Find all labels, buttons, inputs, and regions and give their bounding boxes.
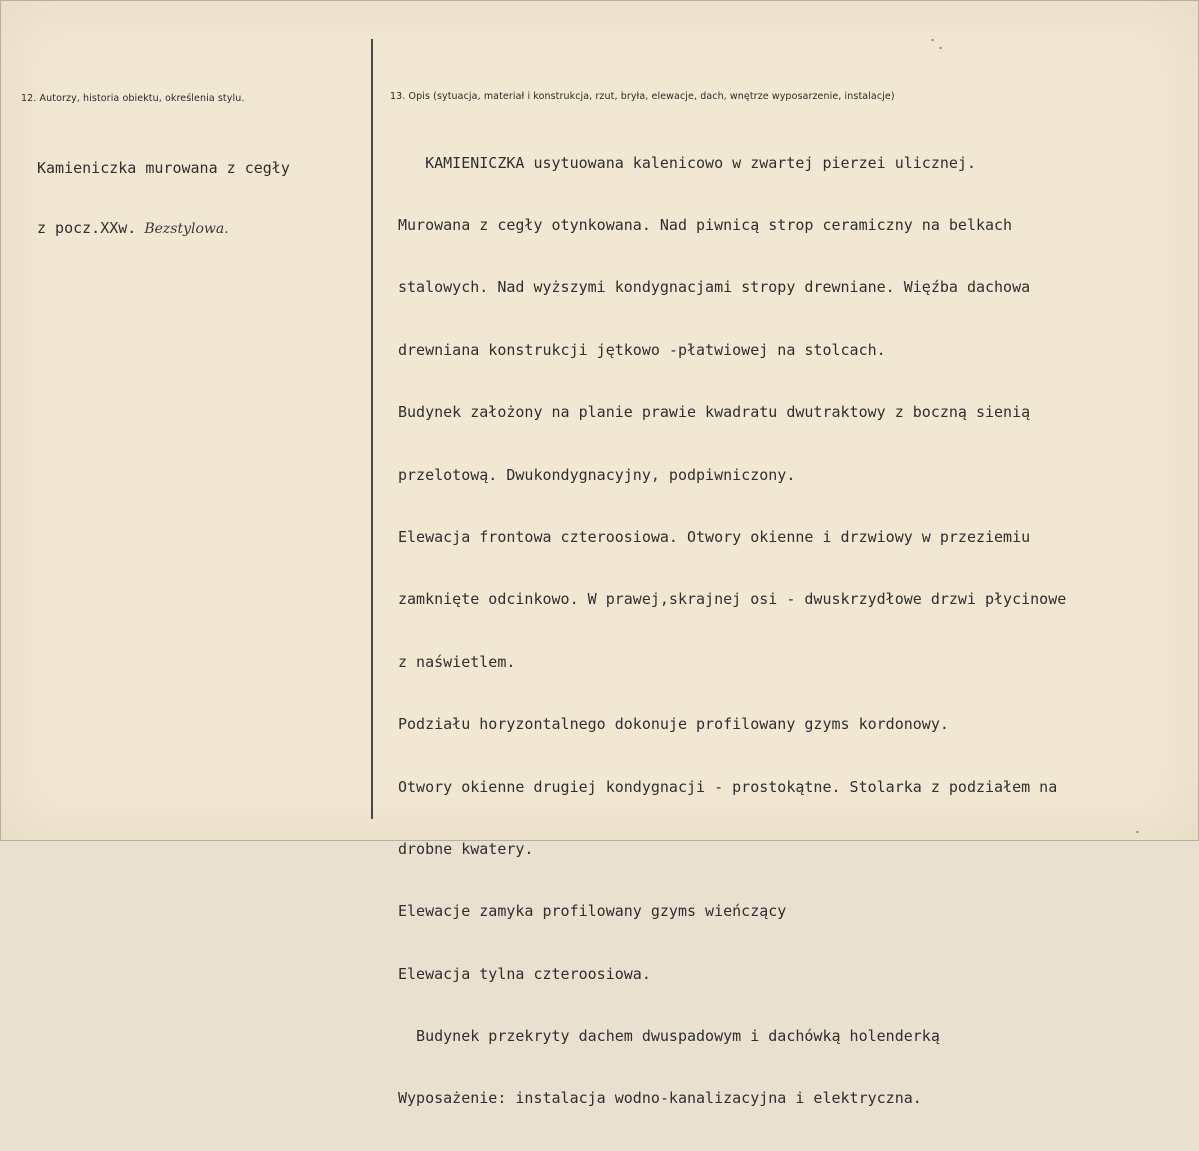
section-12-line: z pocz.XXw. (37, 219, 137, 237)
description-line: Budynek założony na planie prawie kwadratu dwutraktowy z boczną sienią (398, 403, 1031, 422)
description-line: drewniana konstrukcji jętkowo -płatwiowej na stolcach. (398, 340, 886, 359)
section-13-header: 13. Opis (sytuacja, materiał i konstrukcja, rzut, bryła, elewacje, dach, wnętrze wyposarzenie, instalacje) (390, 91, 895, 102)
description-line: Podziału horyzontalnego dokonuje profilowany gzyms kordonowy. (398, 715, 949, 734)
description-line: Elewacje zamyka profilowany gzyms wieńczący (398, 902, 787, 921)
section-12-line: Kamieniczka murowana z cegły (37, 159, 290, 177)
paper-mark (1136, 831, 1139, 833)
column-divider (371, 39, 373, 819)
description-line: Wyposażenie: instalacja wodno-kanalizacyjna i elektryczna. (398, 1089, 922, 1108)
section-12-body (37, 118, 290, 278)
description-line: zamknięte odcinkowo. W prawej,skrajnej osi - dwuskrzydłowe drzwi płycinowe (398, 590, 1067, 609)
description-line: stalowych. Nad wyższymi kondygnacjami stropy drewniane. Więźba dachowa (398, 278, 1031, 297)
description-line: drobne kwatery. (398, 839, 534, 858)
description-line: Otwory okienne drugiej kondygnacji - prostokątne. Stolarka z podziałem na (398, 777, 1058, 796)
description-line: przelotową. Dwukondygnacyjny, podpiwniczony. (398, 465, 796, 484)
section-13-body (398, 111, 1066, 1151)
handwritten-note: Bezstylowa. (144, 221, 229, 237)
paper-mark (939, 47, 942, 49)
description-line: Murowana z cegły otynkowana. Nad piwnicą strop ceramiczny na belkach (398, 215, 1013, 234)
section-12-line-with-signature (37, 218, 290, 238)
description-line: Budynek przekryty dachem dwuspadowym i dachówką holenderką (398, 1027, 940, 1046)
description-line: Elewacja tylna czteroosiowa. (398, 964, 651, 983)
paper-mark (931, 39, 934, 41)
section-12-header: 12. Autorzy, historia obiektu, określenia stylu. (21, 93, 245, 104)
description-line: z naświetlem. (398, 652, 516, 671)
description-line: Elewacja frontowa czteroosiowa. Otwory okienne i drzwiowy w przeziemiu (398, 527, 1031, 546)
description-line: KAMIENICZKA usytuowana kalenicowo w zwartej pierzei ulicznej. (398, 153, 976, 172)
